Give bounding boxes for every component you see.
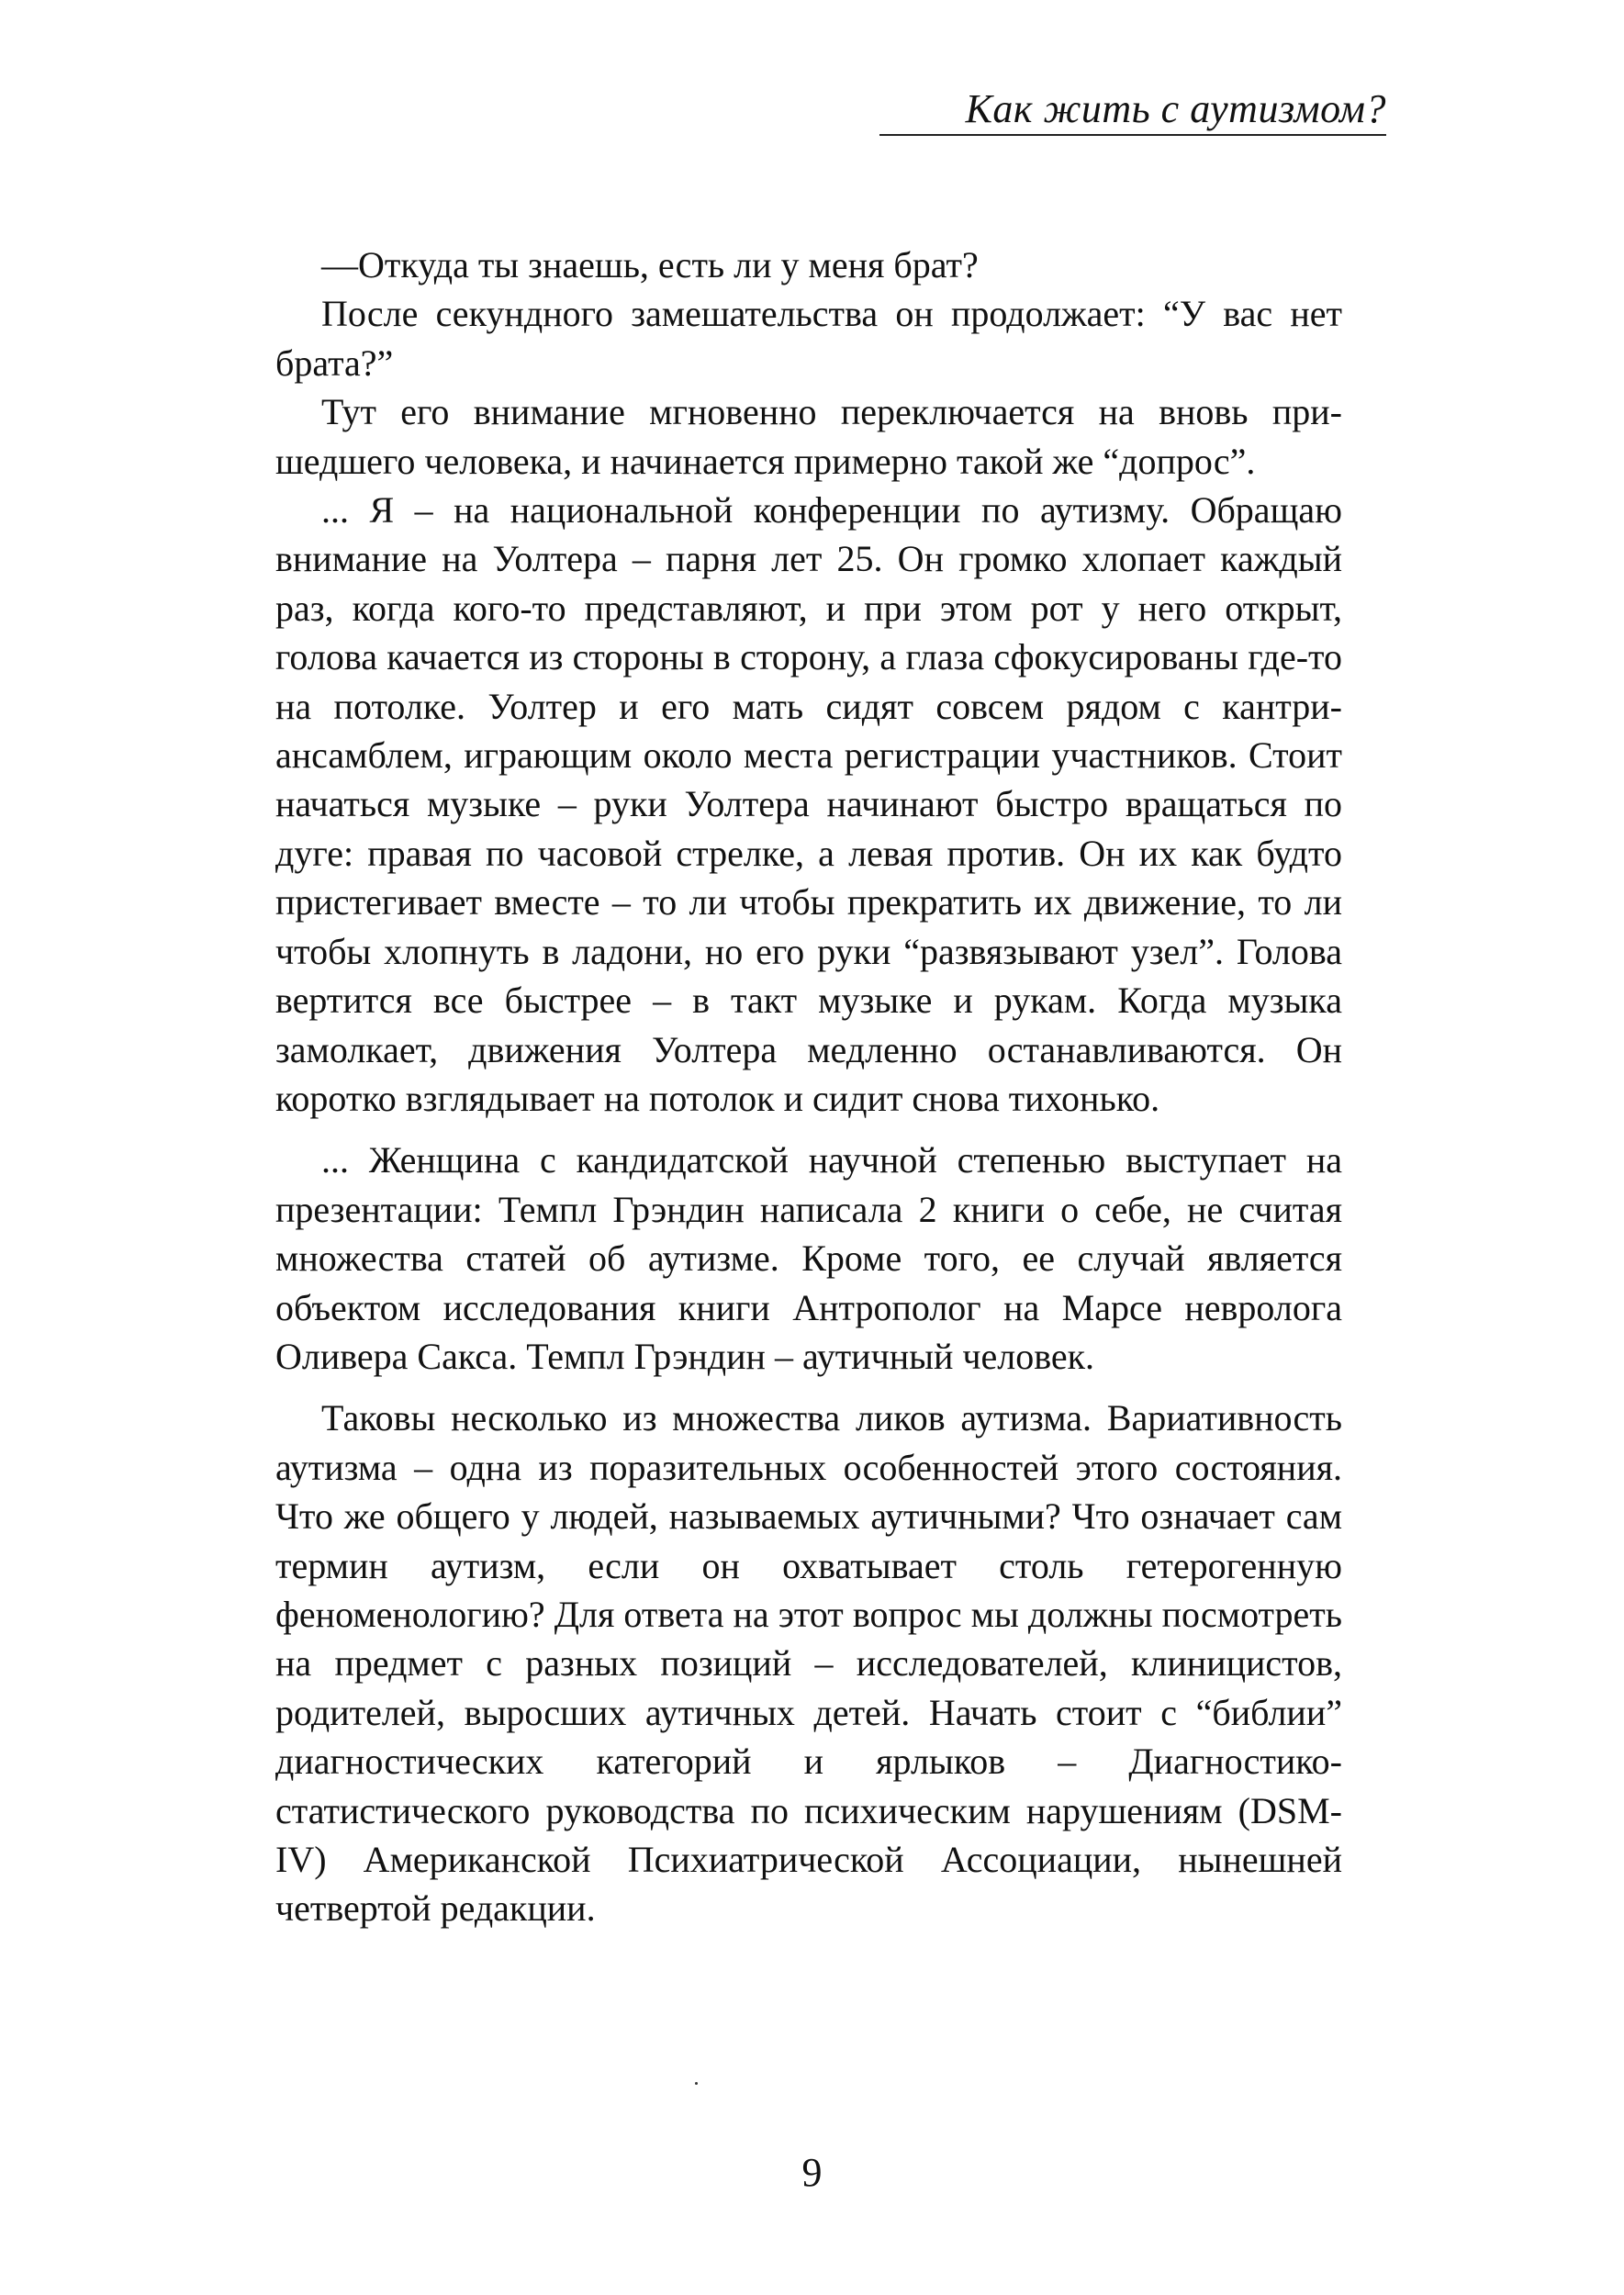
- running-head-title: Как жить с аутизмом?: [965, 86, 1386, 131]
- paragraph-dialogue-reply: После секундного замешательства он продолжает: “У вас нет брата?”: [275, 293, 1342, 384]
- paragraph-autism-variability: Таковы несколько из множества ликов аутизма. Вариативность аутизма – одна из поразительных особенностей этого состояния. Что же общего у людей, называемых аутичными? Что означает сам термин аутизм, если он охватывает столь гетерогенную феноменологию? Для ответа на этот вопрос мы должны посмотреть на предмет с разных позиций – исследователей, клиницистов, родителей, выросших аутичных детей. Начать стоит с “библии” диагностических категорий и ярлыков – Диагностико-статистического руководства по психическим нарушениям (DSM-IV) Американской Психиатрической Ассоциации, нынешней четвертой редакции.: [275, 1397, 1342, 1930]
- paragraph-temple-grandin: ... Женщина с кандидатской научной степенью выступает на презентации: Темпл Грэндин написала 2 книги о себе, не считая множества статей об аутизме. Кроме того, ее случай является объектом исследования книги Антрополог на Марсе невролога Оливера Сакса. Темпл Грэндин – аутичный человек.: [275, 1139, 1342, 1377]
- paragraph-dialogue-question: —Откуда ты знаешь, есть ли у меня брат?: [321, 244, 979, 285]
- paragraph-walter-conference: ... Я – на национальной конференции по аутизму. Обращаю внимание на Уолтера – парня лет 25. Он громко хлопает каждый раз, когда кого-то представляют, и при этом рот у него открыт, голова качается из стороны в сторону, а глаза сфокусированы где-то на потолке. Уолтер и его мать сидят совсем рядом с кантри-ансамблем, играющим около места регистрации участников. Стоит начаться музыке – руки Уолтера начинают быстро вращаться по дуге: правая по часовой стрелке, а левая против. Он их как будто пристегивает вместе – то ли чтобы прекратить их движение, то ли чтобы хлопнуть в ладони, но его руки “развязывают узел”. Голова вертится все быстрее – в такт музыке и рукам. Когда музыка замолкает, движения Уолтера медленно останавливаются. Он коротко взглядывает на потолок и сидит снова тихонько.: [275, 489, 1342, 1119]
- page-number: 9: [801, 2150, 823, 2195]
- page-body: [275, 241, 1342, 1933]
- header-rule-divider: [879, 134, 1386, 136]
- scan-speck-decoration: [695, 2082, 698, 2085]
- paragraph-attention-switch: Тут его внимание мгновенно переключается на вновь пришедшего человека, и начинается примерно такой же “допрос”.: [275, 391, 1342, 482]
